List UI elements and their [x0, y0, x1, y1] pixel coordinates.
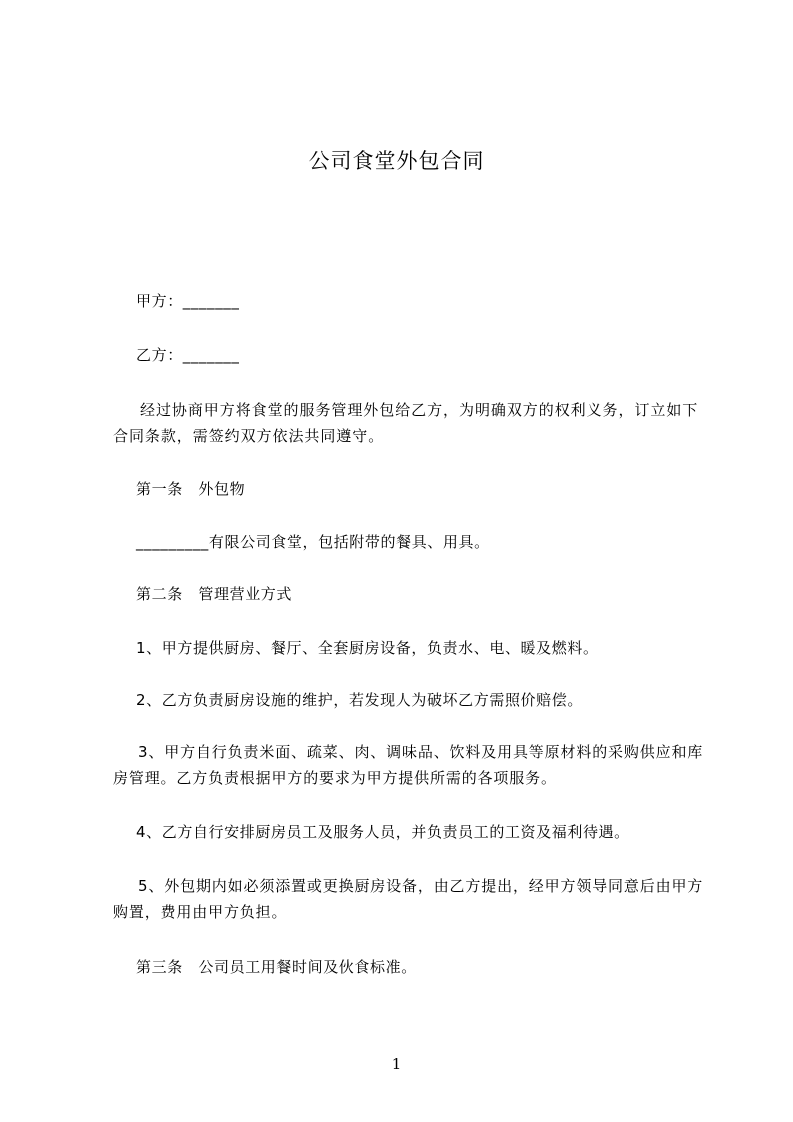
article2-heading: 第二条 管理营业方式	[136, 585, 293, 603]
article2-item-2: 2、乙方负责厨房设施的维护，若发现人为破坏乙方需照价赔偿。	[136, 691, 583, 709]
article2-item-4: 4、乙方自行安排厨房员工及服务人员，并负责员工的工资及福利待遇。	[136, 823, 630, 841]
article3-heading: 第三条 公司员工用餐时间及伙食标准。	[136, 958, 417, 976]
party-a: 甲方：_______	[136, 292, 240, 310]
article2-item-1: 1、甲方提供厨房、餐厅、全套厨房设备，负责水、电、暖及燃料。	[136, 639, 599, 657]
article2-item-3-line-1: 3、甲方自行负责米面、疏菜、肉、调味品、饮料及用具等原材料的采购供应和库	[138, 743, 704, 761]
page-number: 1	[391, 1055, 402, 1073]
article2-item-5-line-2: 购置，费用由甲方负担。	[113, 903, 288, 921]
article1-heading: 第一条 外包物	[136, 480, 246, 498]
article2-item-3-line-2: 房管理。乙方负责根据甲方的要求为甲方提供所需的各项服务。	[113, 769, 557, 787]
article1-body: _________有限公司食堂，包括附带的餐具、用具。	[136, 533, 490, 551]
intro-line-1: 经过协商甲方将食堂的服务管理外包给乙方，为明确双方的权利义务，订立如下	[140, 401, 699, 419]
document-title: 公司食堂外包合同	[308, 149, 485, 173]
article2-item-5-line-1: 5、外包期内如必须添置或更换厨房设备，由乙方提出，经甲方领导同意后由甲方	[138, 877, 704, 895]
party-b: 乙方：_______	[136, 346, 240, 364]
intro-line-2: 合同条款，需签约双方依法共同遵守。	[113, 427, 385, 445]
